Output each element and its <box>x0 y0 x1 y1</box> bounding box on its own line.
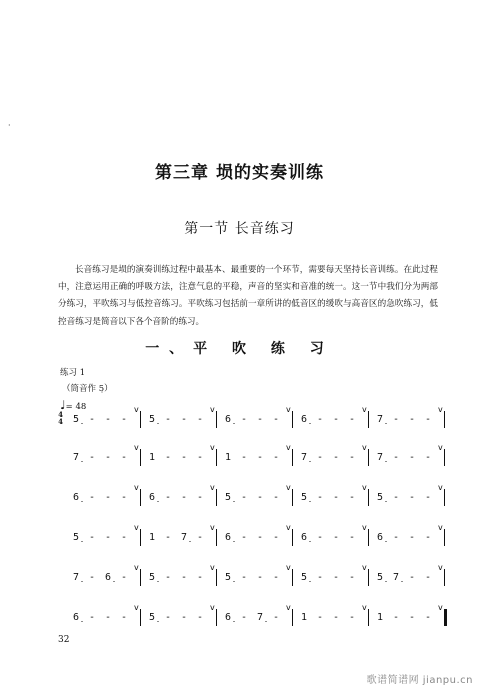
dash-symbol: - <box>272 452 280 463</box>
dash-symbol: - <box>272 612 280 623</box>
note-symbol: 7̣ <box>72 452 80 463</box>
barline <box>216 529 217 546</box>
dash-symbol: - <box>120 492 128 503</box>
dash-symbol: - <box>256 492 264 503</box>
dash-symbol: - <box>392 492 400 503</box>
breath-mark: v <box>438 603 443 612</box>
intro-paragraph <box>58 262 438 331</box>
barline <box>368 449 369 466</box>
dash-symbol: - <box>256 414 264 425</box>
barline <box>140 489 141 506</box>
exercise-title: 练习 1 <box>60 368 86 378</box>
note-symbol: 5̣ <box>224 492 232 503</box>
note-symbol: 7̣ <box>376 452 384 463</box>
dash-symbol: - <box>88 452 96 463</box>
dash-symbol: - <box>240 572 248 583</box>
note-symbol: 7̣ <box>180 532 188 543</box>
dash-symbol: - <box>120 532 128 543</box>
barline <box>140 609 141 626</box>
dash-symbol: - <box>316 612 324 623</box>
dash-symbol: - <box>88 612 96 623</box>
dash-symbol: - <box>348 612 356 623</box>
barline <box>140 411 141 428</box>
barline <box>292 529 293 546</box>
barline <box>140 529 141 546</box>
dash-symbol: - <box>164 452 172 463</box>
page-number: 32 <box>58 635 70 645</box>
dash-symbol: - <box>164 612 172 623</box>
breath-mark: v <box>438 405 443 414</box>
dash-symbol: - <box>88 572 96 583</box>
dash-symbol: - <box>332 414 340 425</box>
breath-mark: v <box>362 523 367 532</box>
breath-mark: v <box>438 483 443 492</box>
barline <box>216 449 217 466</box>
dash-symbol: - <box>196 452 204 463</box>
note-symbol: 7̣ <box>72 572 80 583</box>
dash-symbol: - <box>316 492 324 503</box>
note-symbol: 6̣ <box>72 612 80 623</box>
breath-mark: v <box>134 483 139 492</box>
note-symbol: 7̣ <box>392 572 400 583</box>
breath-mark: v <box>286 563 291 572</box>
tempo-marking <box>60 398 86 412</box>
dash-symbol: - <box>88 532 96 543</box>
dash-symbol: - <box>88 492 96 503</box>
dash-symbol: - <box>316 532 324 543</box>
note-symbol: 7̣ <box>376 414 384 425</box>
breath-mark: v <box>286 603 291 612</box>
note-symbol: 6̣ <box>148 492 156 503</box>
section-title: 第一节 长音练习 <box>184 221 295 237</box>
barline <box>444 489 445 506</box>
breath-mark: v <box>134 405 139 414</box>
dash-symbol: - <box>392 414 400 425</box>
note-symbol: 6̣ <box>224 532 232 543</box>
barline <box>140 449 141 466</box>
dash-symbol: - <box>240 414 248 425</box>
dash-symbol: - <box>272 492 280 503</box>
barline <box>292 569 293 586</box>
barline <box>292 411 293 428</box>
note-symbol: 6̣ <box>224 612 232 623</box>
note-symbol: 1 <box>300 612 308 623</box>
dash-symbol: - <box>392 612 400 623</box>
note-symbol: 5̣ <box>300 572 308 583</box>
breath-mark: v <box>438 443 443 452</box>
subsection-title: 一、平 吹 练 习 <box>145 341 334 357</box>
breath-mark: v <box>134 523 139 532</box>
breath-mark: v <box>362 443 367 452</box>
dash-symbol: - <box>348 414 356 425</box>
note-symbol: 5̣ <box>224 572 232 583</box>
note-symbol: 5̣ <box>376 572 384 583</box>
dash-symbol: - <box>392 452 400 463</box>
breath-mark: v <box>362 563 367 572</box>
barline <box>444 449 445 466</box>
paragraph-text: 长音练习是埙的演奏训练过程中最基本、最重要的一个环节，需要每天坚持长音训练。在此过程中，注意运用正确的呼吸方法，注意气息的平稳，声音的坚实和音准的统一。这一节中我们分为两部分练习，平吹练习与低控音练习。平吹练习包括前一章所讲的低音区的缓吹与高音区的急吹练习，低控音练习是简音以下各个音阶的练习。 <box>58 265 438 327</box>
barline <box>368 411 369 428</box>
dash-symbol: - <box>240 532 248 543</box>
dash-symbol: - <box>164 492 172 503</box>
dash-symbol: - <box>348 452 356 463</box>
dash-symbol: - <box>424 612 432 623</box>
tempo-value: = 48 <box>65 402 87 412</box>
dash-symbol: - <box>424 572 432 583</box>
dash-symbol: - <box>164 414 172 425</box>
dash-symbol: - <box>424 414 432 425</box>
dash-symbol: - <box>408 612 416 623</box>
barline <box>292 609 293 626</box>
dash-symbol: - <box>120 612 128 623</box>
note-symbol: 6̣ <box>376 532 384 543</box>
dash-symbol: - <box>332 452 340 463</box>
dash-symbol: - <box>332 532 340 543</box>
dash-symbol: - <box>316 452 324 463</box>
breath-mark: v <box>362 483 367 492</box>
final-barline <box>444 609 447 626</box>
dash-symbol: - <box>408 532 416 543</box>
note-symbol: 5̣ <box>300 492 308 503</box>
dash-symbol: - <box>424 452 432 463</box>
breath-mark: v <box>210 603 215 612</box>
margin-mark: · <box>8 121 11 130</box>
dash-symbol: - <box>332 572 340 583</box>
barline <box>368 609 369 626</box>
note-symbol: 5̣ <box>72 414 80 425</box>
chapter-title: 第三章 埙的实奏训练 <box>155 163 324 183</box>
dash-symbol: - <box>240 452 248 463</box>
dash-symbol: - <box>424 492 432 503</box>
dash-symbol: - <box>196 414 204 425</box>
note-symbol: 6̣ <box>72 492 80 503</box>
exercise-key: （筒音作 5̣） <box>62 384 113 394</box>
barline <box>444 411 445 428</box>
watermark: 歌谱简谱网 jianpu.cn <box>366 675 473 686</box>
note-symbol: 6̣ <box>224 414 232 425</box>
barline <box>292 489 293 506</box>
breath-mark: v <box>286 523 291 532</box>
dash-symbol: - <box>180 492 188 503</box>
dash-symbol: - <box>88 414 96 425</box>
note-symbol: 6̣ <box>104 572 112 583</box>
dash-symbol: - <box>408 414 416 425</box>
barline <box>216 411 217 428</box>
barline <box>444 529 445 546</box>
score-row <box>58 603 443 629</box>
dash-symbol: - <box>348 492 356 503</box>
score-row <box>58 443 443 469</box>
dash-symbol: - <box>104 532 112 543</box>
dash-symbol: - <box>164 532 172 543</box>
barline <box>368 569 369 586</box>
breath-mark: v <box>438 563 443 572</box>
dash-symbol: - <box>240 492 248 503</box>
dash-symbol: - <box>104 612 112 623</box>
score-row <box>58 563 443 589</box>
dash-symbol: - <box>104 414 112 425</box>
dash-symbol: - <box>164 572 172 583</box>
dash-symbol: - <box>120 414 128 425</box>
breath-mark: v <box>134 563 139 572</box>
time-sig-top: 4 <box>58 410 63 419</box>
note-symbol: 1 <box>224 452 232 463</box>
dash-symbol: - <box>272 572 280 583</box>
dash-symbol: - <box>256 532 264 543</box>
dash-symbol: - <box>180 612 188 623</box>
dash-symbol: - <box>272 414 280 425</box>
dash-symbol: - <box>180 452 188 463</box>
breath-mark: v <box>210 483 215 492</box>
note-symbol: 5̣ <box>148 612 156 623</box>
dash-symbol: - <box>196 532 204 543</box>
barline <box>368 489 369 506</box>
note-symbol: 6̣ <box>300 532 308 543</box>
breath-mark: v <box>286 443 291 452</box>
dash-symbol: - <box>196 492 204 503</box>
note-symbol: 7̣ <box>300 452 308 463</box>
dash-symbol: - <box>424 532 432 543</box>
note-symbol: 7̣ <box>256 612 264 623</box>
dash-symbol: - <box>180 572 188 583</box>
dash-symbol: - <box>196 572 204 583</box>
note-symbol: 5̣ <box>148 414 156 425</box>
score-row <box>58 483 443 509</box>
dash-symbol: - <box>120 452 128 463</box>
barline <box>444 569 445 586</box>
breath-mark: v <box>210 405 215 414</box>
barline <box>368 529 369 546</box>
barline <box>140 569 141 586</box>
barline <box>216 569 217 586</box>
barline <box>216 609 217 626</box>
barline <box>216 489 217 506</box>
dash-symbol: - <box>240 612 248 623</box>
time-sig-bottom: 4 <box>58 417 63 426</box>
dash-symbol: - <box>408 492 416 503</box>
breath-mark: v <box>210 523 215 532</box>
dash-symbol: - <box>104 492 112 503</box>
dash-symbol: - <box>332 612 340 623</box>
note-symbol: 1 <box>148 532 156 543</box>
note-symbol: 6̣ <box>300 414 308 425</box>
dash-symbol: - <box>332 492 340 503</box>
dash-symbol: - <box>316 572 324 583</box>
note-symbol: 5̣ <box>72 532 80 543</box>
breath-mark: v <box>362 405 367 414</box>
dash-symbol: - <box>408 452 416 463</box>
note-symbol: 1 <box>148 452 156 463</box>
breath-mark: v <box>286 405 291 414</box>
dash-symbol: - <box>256 452 264 463</box>
dash-symbol: - <box>392 532 400 543</box>
breath-mark: v <box>286 483 291 492</box>
dash-symbol: - <box>180 414 188 425</box>
dash-symbol: - <box>348 572 356 583</box>
dash-symbol: - <box>348 532 356 543</box>
dash-symbol: - <box>408 572 416 583</box>
quarter-note-icon: ♩ <box>60 398 66 412</box>
breath-mark: v <box>210 563 215 572</box>
breath-mark: v <box>438 523 443 532</box>
dash-symbol: - <box>104 452 112 463</box>
dash-symbol: - <box>316 414 324 425</box>
dash-symbol: - <box>120 572 128 583</box>
dash-symbol: - <box>196 612 204 623</box>
score-row <box>58 523 443 549</box>
barline <box>292 449 293 466</box>
note-symbol: 1 <box>376 612 384 623</box>
note-symbol: 5̣ <box>376 492 384 503</box>
breath-mark: v <box>134 443 139 452</box>
breath-mark: v <box>362 603 367 612</box>
dash-symbol: - <box>256 572 264 583</box>
note-symbol: 5̣ <box>148 572 156 583</box>
breath-mark: v <box>210 443 215 452</box>
dash-symbol: - <box>272 532 280 543</box>
breath-mark: v <box>134 603 139 612</box>
